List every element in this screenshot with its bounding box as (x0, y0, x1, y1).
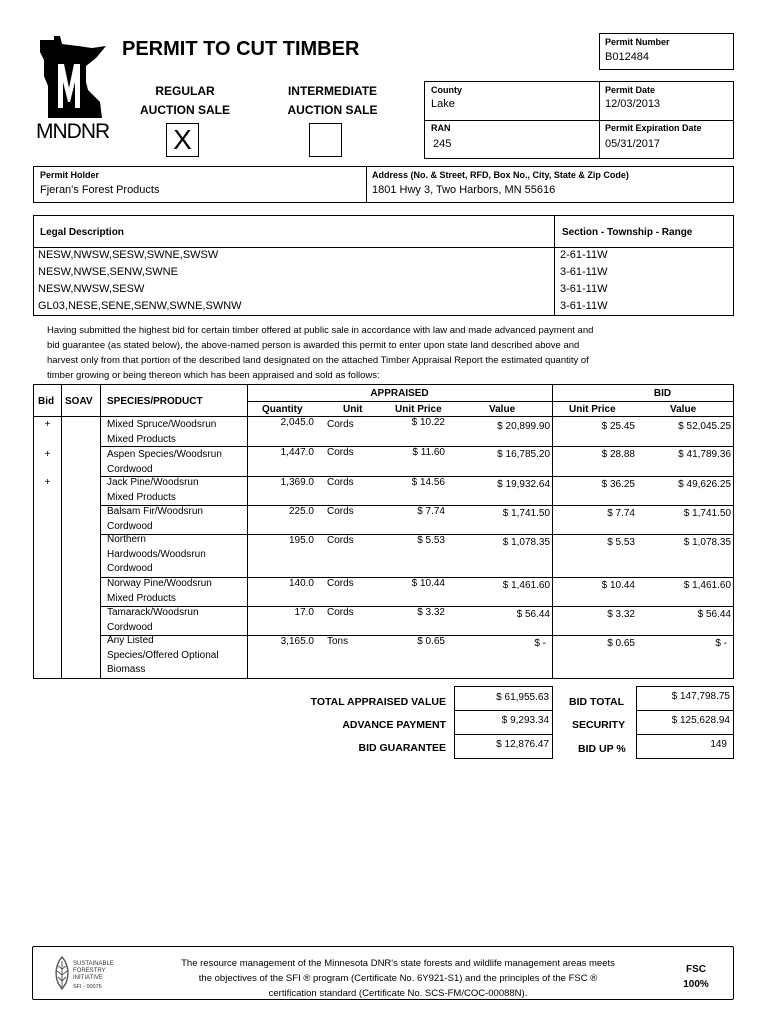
regular-sale-mark: X (173, 124, 192, 155)
col-header-bid-value: Value (670, 404, 697, 415)
minnesota-state-icon (36, 36, 116, 121)
bid-up-value: 149 (710, 739, 727, 750)
species-name: Mixed Spruce/Woodsrun Mixed Products (107, 419, 217, 445)
table-row (34, 506, 733, 534)
bid-mark: + (44, 449, 51, 460)
bid-guarantee-value: $ 12,876.47 (496, 739, 549, 750)
quantity: 2,045.0 (280, 417, 314, 428)
permit-holder-value: Fjeran's Forest Products (40, 184, 160, 196)
address-label: Address (No. & Street, RFD, Box No., City, State & Zip Code) (372, 170, 629, 180)
value: $ 56.44 (516, 609, 550, 620)
bid-mark: + (44, 419, 51, 430)
agency-name: MNDNR (36, 120, 110, 143)
county-value: Lake (431, 98, 455, 110)
legal-row: NESW,NWSE,SENW,SWNE 3-61-11W (38, 266, 608, 278)
col-header-bid-unit-price: Unit Price (569, 404, 616, 415)
table-row (34, 447, 733, 476)
permit-holder-label: Permit Holder (40, 170, 100, 180)
ran-label: RAN (431, 123, 451, 133)
fsc-badge: FSC 100% (683, 964, 709, 990)
bid-value: $ 56.44 (697, 609, 731, 620)
bid-value: $ - (715, 638, 727, 649)
value: $ 19,932.64 (497, 479, 550, 490)
total-appraised-label: TOTAL APPRAISED VALUE (310, 696, 446, 708)
col-header-bid-group: BID (653, 388, 672, 399)
table-row (34, 636, 733, 678)
bid-unit-price: $ 5.53 (607, 537, 635, 548)
bid-value: $ 1,078.35 (683, 537, 731, 548)
unit: Cords (327, 419, 354, 430)
bid-total-value: $ 147,798.75 (671, 691, 730, 702)
bid-up-label: BID UP % (578, 743, 626, 755)
unit: Cords (327, 506, 354, 517)
bid-total-box (636, 686, 734, 711)
unit-price: $ 3.32 (417, 607, 445, 618)
legal-row: NESW,NWSW,SESW 3-61-11W (38, 283, 608, 295)
unit-price: $ 7.74 (417, 506, 445, 517)
col-header-species: SPECIES/PRODUCT (107, 396, 203, 407)
unit-price: $ 0.65 (417, 636, 445, 647)
total-appraised-value: $ 61,955.63 (496, 692, 549, 703)
species-name: Balsam Fir/Woodsrun Cordwood (107, 506, 203, 532)
str-header: Section - Township - Range (562, 227, 693, 238)
permit-number-value: B012484 (605, 51, 650, 63)
permit-number-label: Permit Number (605, 37, 670, 47)
bid-unit-price: $ 3.32 (607, 609, 635, 620)
legal-description-box (33, 215, 734, 316)
holder-address-box (33, 166, 734, 203)
bid-unit-price: $ 25.45 (601, 421, 635, 432)
col-header-unit: Unit (343, 404, 363, 415)
sfi-logo-text: SUSTAINABLE FORESTRY INITIATIVE SFI - 00076 (73, 961, 114, 990)
county-label: County (431, 85, 462, 95)
table-row (34, 535, 733, 577)
intermediate-sale-label: INTERMEDIATE AUCTION SALE (287, 84, 378, 117)
quantity: 140.0 (288, 578, 314, 589)
species-name: Jack Pine/Woodsrun Mixed Products (107, 477, 199, 503)
timber-table (33, 384, 734, 679)
bid-value: $ 41,789.36 (678, 449, 731, 460)
value: $ 20,899.90 (497, 421, 550, 432)
unit: Cords (327, 535, 354, 546)
species-name: Aspen Species/Woodsrun Cordwood (107, 449, 222, 475)
bid-total-label: BID TOTAL (569, 696, 625, 708)
intermediate-sale-checkbox[interactable] (309, 123, 342, 157)
species-name: Any Listed Species/Offered Optional Biomass (107, 635, 219, 675)
col-header-bid: Bid (38, 396, 55, 407)
table-row (34, 607, 733, 635)
advance-payment-value: $ 9,293.34 (501, 715, 549, 726)
advance-payment-box (454, 710, 553, 735)
col-header-appraised: APPRAISED (370, 388, 429, 399)
bid-unit-price: $ 10.44 (601, 580, 635, 591)
unit-price: $ 10.44 (411, 578, 445, 589)
permit-number-box (599, 33, 734, 70)
mndnr-logo (36, 36, 116, 143)
unit: Tons (327, 636, 349, 647)
table-row (34, 417, 733, 446)
bid-value: $ 52,045.25 (678, 421, 731, 432)
ran-value: 245 (433, 138, 452, 150)
col-header-value: Value (489, 404, 516, 415)
unit-price: $ 10.22 (411, 417, 445, 428)
bid-guarantee-box (454, 734, 553, 759)
table-row (34, 477, 733, 505)
certification-footer (32, 946, 734, 1000)
page-title: PERMIT TO CUT TIMBER (122, 38, 360, 60)
bid-mark: + (44, 477, 51, 488)
col-header-unit-price: Unit Price (395, 404, 442, 415)
regular-sale-checkbox[interactable] (166, 123, 199, 157)
quantity: 195.0 (288, 535, 314, 546)
legal-description-header: Legal Description (40, 227, 124, 238)
quantity: 225.0 (288, 506, 314, 517)
col-header-quantity: Quantity (262, 404, 303, 415)
expiration-value: 05/31/2017 (605, 138, 661, 150)
quantity: 1,447.0 (280, 447, 314, 458)
species-name: Tamarack/Woodsrun Cordwood (107, 607, 199, 633)
quantity: 3,165.0 (280, 636, 314, 647)
bid-guarantee-label: BID GUARANTEE (358, 742, 446, 754)
value: $ 16,785.20 (497, 449, 550, 460)
quantity: 17.0 (294, 607, 314, 618)
permit-date-label: Permit Date (605, 85, 656, 95)
bid-unit-price: $ 0.65 (607, 638, 635, 649)
species-name: Northern Hardwoods/Woodsrun Cordwood (107, 534, 206, 574)
col-header-soav: SOAV (65, 396, 93, 407)
bid-unit-price: $ 28.88 (601, 449, 635, 460)
legal-rows (38, 248, 733, 316)
bid-value: $ 1,741.50 (683, 508, 731, 519)
security-value: $ 125,628.94 (671, 715, 730, 726)
value: $ 1,461.60 (502, 580, 550, 591)
unit: Cords (327, 477, 354, 488)
tree-leaf-icon (53, 955, 71, 991)
bid-up-box (636, 734, 734, 759)
security-label: SECURITY (572, 719, 626, 731)
total-appraised-box (454, 686, 553, 711)
bid-value: $ 1,461.60 (683, 580, 731, 591)
legal-row: GL03,NESE,SENE,SENW,SWNE,SWNW 3-61-11W (38, 300, 608, 312)
species-name: Norway Pine/Woodsrun Mixed Products (107, 578, 212, 604)
advance-payment-label: ADVANCE PAYMENT (342, 719, 446, 731)
bid-unit-price: $ 36.25 (601, 479, 635, 490)
permit-date-value: 12/03/2013 (605, 98, 661, 110)
unit-price: $ 11.60 (412, 447, 445, 458)
unit-price: $ 14.56 (411, 477, 445, 488)
expiration-label: Permit Expiration Date (605, 123, 702, 133)
permit-info-grid (424, 81, 734, 159)
certification-text: The resource management of the Minnesota DNR's state forests and wildlife management areas meets the objectives of the SFI ® program (Certificate No. 6Y921-S1) and the principles of the FSC ® certification standard (Certificate No. SCS-FM/COC-00088N). (181, 958, 615, 999)
bid-value: $ 49,626.25 (678, 479, 731, 490)
unit-price: $ 5.53 (417, 535, 445, 546)
unit: Cords (327, 578, 354, 589)
address-value: 1801 Hwy 3, Two Harbors, MN 55616 (372, 184, 556, 196)
regular-sale-label: REGULAR AUCTION SALE (140, 84, 230, 117)
value: $ 1,741.50 (502, 508, 550, 519)
unit: Cords (327, 607, 354, 618)
quantity: 1,369.0 (280, 477, 314, 488)
security-box (636, 710, 734, 735)
intro-paragraph: Having submitted the highest bid for certain timber offered at public sale in accordance with law and made advanced payment and bid guarantee (as stated below), the above-named person is awarded this permit to enter upon state land described above and harvest only from that portion of the described land designated on the attached Timber Appraisal Report the estimated quantity of timber growing or being thereon which has been appraised and sold as follows: (47, 325, 594, 381)
sfi-logo (53, 953, 133, 997)
value: $ 1,078.35 (502, 537, 550, 548)
value: $ - (534, 638, 546, 649)
table-row (34, 578, 733, 606)
unit: Cords (327, 447, 354, 458)
legal-row: NESW,NWSW,SESW,SWNE,SWSW 2-61-11W (38, 249, 608, 261)
bid-unit-price: $ 7.74 (607, 508, 635, 519)
